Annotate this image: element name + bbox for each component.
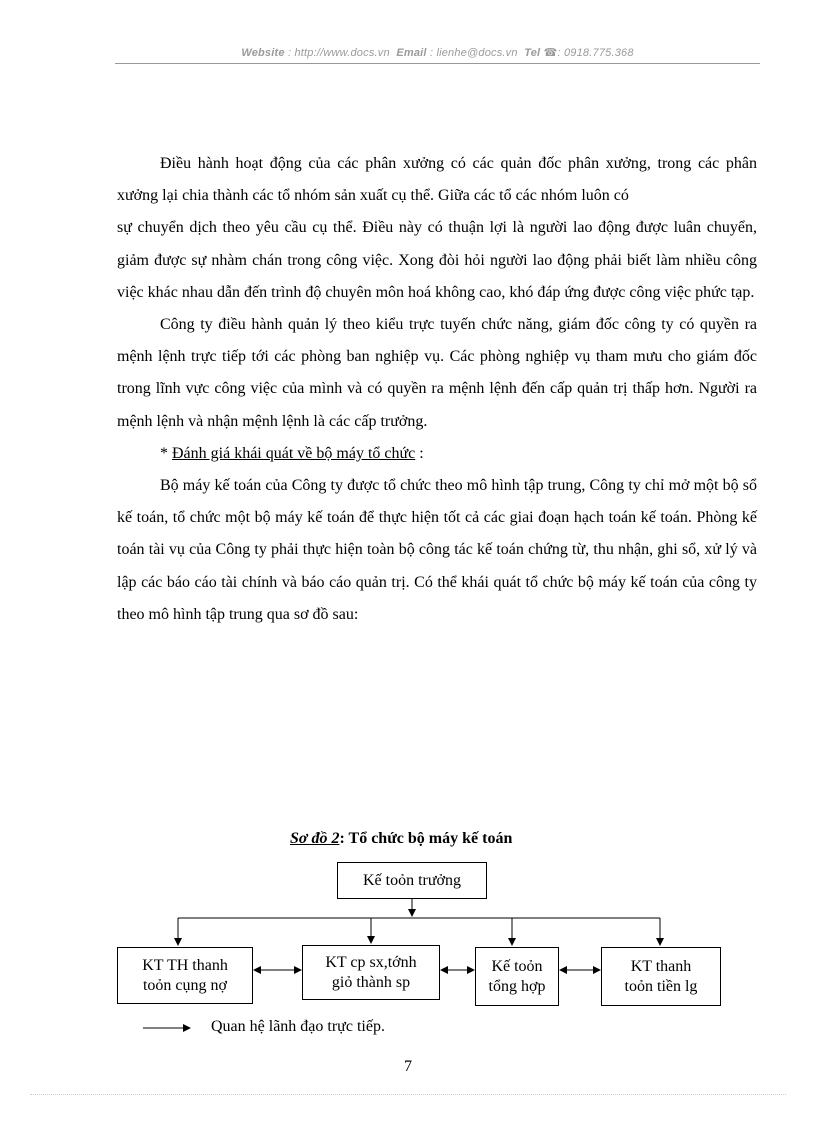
box-payroll-accounting bbox=[601, 947, 721, 1006]
box-cost-accounting bbox=[302, 945, 440, 1000]
tel-label: Tel bbox=[524, 47, 541, 59]
box-payroll-label: KT thanh toỏn tiền lg bbox=[624, 957, 698, 995]
diagram-title-rest: : Tổ chức bộ máy kế toán bbox=[339, 830, 513, 847]
heading-colon: : bbox=[415, 444, 424, 462]
paragraph-3: Bộ máy kế toán của Công ty được tổ chức theo mô hình tập trung, Công ty chỉ mở một bộ sổ kế toán, tổ chức một bộ máy kế toán để thực hiện tốt cả các giai đoạn hạch toán kế toán. Phòng kế toán tài vụ của Công ty phải thực hiện toàn bộ công tác kế toán chứng từ, thu nhận, ghi sổ, xử lý và lập các báo cáo tài chính và báo cáo quản trị. Có thể khái quát tổ chức bộ máy kế toán của công ty theo mô hình tập trung qua sơ đồ sau: bbox=[117, 477, 757, 623]
box-payables-label: KT TH thanh toỏn cụng nợ bbox=[142, 956, 228, 994]
box-cost-label: KT cp sx,tớnh giỏ thành sp bbox=[325, 953, 417, 991]
paragraph-1a: Điều hành hoạt động của các phân xưởng có các quản đốc phân xưởng, trong các phân xưởng lại chia thành các tổ nhóm sản xuất cụ thể. Giữa các tổ các nhóm luôn có bbox=[117, 155, 757, 205]
heading-star: * bbox=[160, 444, 172, 462]
box-chief-accountant-label: Kế toỏn trưởng bbox=[362, 871, 461, 889]
tel-value: : 0918.775.368 bbox=[557, 47, 634, 59]
phone-icon: ☎ bbox=[543, 47, 558, 59]
diagram-title-prefix: Sơ đồ 2 bbox=[290, 830, 340, 847]
box-payables-accounting bbox=[117, 947, 253, 1004]
website-value: : http://www.docs.vn bbox=[287, 47, 390, 59]
email-label: Email bbox=[396, 47, 427, 59]
legend-text: Quan hệ lãnh đạo trực tiếp. bbox=[211, 1018, 385, 1035]
paragraph-2: Công ty điều hành quản lý theo kiểu trực tuyến chức năng, giám đốc công ty có quyền ra mệnh lệnh trực tiếp tới các phòng ban nghiệp vụ. Các phòng nghiệp vụ tham mưu cho giám đốc trong lĩnh vực công việc của mình và có quyền ra mệnh lệnh đến cấp quản trị thấp hơn. Người ra mệnh lệnh và nhận mệnh lệnh là các cấp trưởng. bbox=[117, 316, 757, 430]
box-chief-accountant bbox=[337, 862, 487, 899]
box-general-label: Kế toỏn tổng hợp bbox=[488, 957, 546, 995]
website-label: Website bbox=[241, 47, 285, 59]
heading-text: Đánh giá khái quát về bộ máy tổ chức bbox=[172, 444, 416, 462]
footer-rule bbox=[30, 1094, 786, 1095]
paragraph-1b: sự chuyển dịch theo yêu cầu cụ thể. Điều này có thuận lợi là người lao động được luân chuyển, giảm được sự nhàm chán trong công việc. Xong đòi hỏi người lao động phải biết làm nhiều công việc khác nhau dẫn đến trình độ chuyên môn hoá không cao, khó đáp ứng được công việc phức tạp. bbox=[117, 219, 757, 301]
email-value: : lienhe@docs.vn bbox=[429, 47, 518, 59]
box-general-accounting bbox=[475, 947, 559, 1006]
page-number: 7 bbox=[404, 1058, 412, 1075]
